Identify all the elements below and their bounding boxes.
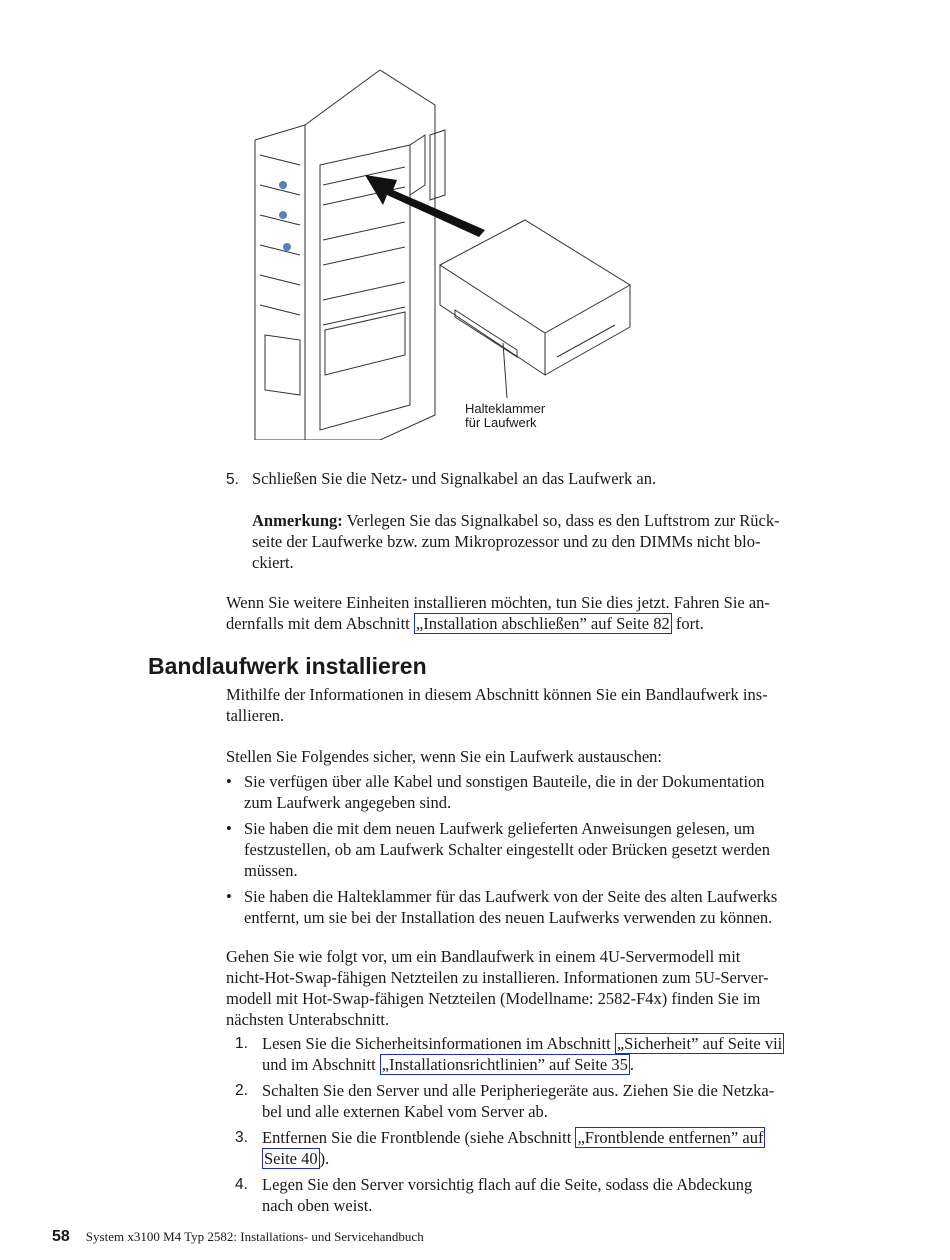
step-text: Schließen Sie die Netz- und Signalkabel an das Laufwerk an. (252, 469, 657, 488)
paragraph-line: nächsten Unterabschnitt. (226, 1010, 390, 1029)
link-installation-abschliessen[interactable]: „Installation abschließen” auf Seite 82 (415, 614, 670, 633)
step-number: 3. (235, 1129, 248, 1146)
ensure-paragraph: Stellen Sie Folgendes sicher, wenn Sie ein Laufwerk austauschen: (226, 747, 663, 766)
link-frontblende-entfernen[interactable]: „Frontblende entfernen” auf (577, 1128, 764, 1147)
step-5 (226, 468, 876, 490)
list-item-line: Sie haben die mit dem neuen Laufwerk gelieferten Anweisungen gelesen, um (244, 819, 755, 838)
procedure-steps (226, 1033, 876, 1221)
latch-icon (279, 181, 287, 189)
note (252, 510, 872, 573)
server-chassis-illustration (245, 65, 645, 440)
note-label: Anmerkung: (252, 511, 343, 530)
bracket-callout (465, 402, 545, 430)
step-2 (226, 1080, 876, 1122)
step-number: 4. (235, 1176, 248, 1193)
paragraph-text: fort. (671, 614, 704, 633)
list-item-line: festzustellen, ob am Laufwerk Schalter eingestellt oder Brücken gesetzt werden (244, 840, 770, 859)
step-text: Entfernen Sie die Frontblende (siehe Abschnitt (262, 1128, 576, 1147)
paragraph-line: Gehen Sie wie folgt vor, um ein Bandlaufwerk in einem 4U-Servermodell mit (226, 947, 741, 966)
list-item (226, 886, 876, 928)
list-item (226, 771, 876, 813)
footer-title: System x3100 M4 Typ 2582: Installations- und Servicehandbuch (85, 1229, 424, 1244)
step-text: bel und alle externen Kabel vom Server ab. (262, 1102, 548, 1121)
step-3 (226, 1127, 876, 1169)
callout-line: für Laufwerk (465, 415, 537, 430)
latch-icon (279, 211, 287, 219)
paragraph-line: nicht-Hot-Swap-fähigen Netzteilen zu installieren. Informationen zum 5U-Server- (226, 968, 769, 987)
latch-icon (283, 243, 291, 251)
step-text: ). (319, 1149, 330, 1168)
bullet-icon: • (226, 819, 232, 838)
step-text: . (629, 1055, 634, 1074)
list-item (226, 818, 876, 881)
page-footer (52, 1228, 424, 1246)
link-seite-40[interactable]: Seite 40 (264, 1149, 318, 1168)
drive-installation-figure (245, 65, 645, 440)
section-heading: Bandlaufwerk installieren (148, 653, 427, 679)
paragraph-line: modell mit Hot-Swap-fähigen Netzteilen (Modellname: 2582-F4x) finden Sie im (226, 989, 761, 1008)
link-installationsrichtlinien[interactable]: „Installationsrichtlinien” auf Seite 35 (381, 1055, 628, 1074)
intro-paragraph (226, 684, 871, 726)
step-text: Schalten Sie den Server und alle Peripheriegeräte aus. Ziehen Sie die Netzka- (262, 1081, 775, 1100)
step-text: Lesen Sie die Sicherheitsinformationen im Abschnitt (262, 1034, 615, 1053)
note-text: Verlegen Sie das Signalkabel so, dass es den Luftstrom zur Rück- (342, 511, 780, 530)
step-1 (226, 1033, 876, 1075)
procedure-paragraph (226, 946, 871, 1030)
paragraph-text: dernfalls mit dem Abschnitt (226, 614, 414, 633)
step-number: 2. (235, 1082, 248, 1099)
bullet-icon: • (226, 772, 232, 791)
step-text: und im Abschnitt (262, 1055, 380, 1074)
bullet-icon: • (226, 887, 232, 906)
list-item-line: Sie verfügen über alle Kabel und sonstigen Bauteile, die in der Dokumentation (244, 772, 765, 791)
step-number: 5. (226, 471, 239, 488)
step-text: nach oben weist. (262, 1196, 373, 1215)
page-number: 58 (52, 1228, 70, 1245)
step-text: Legen Sie den Server vorsichtig flach auf die Seite, sodass die Abdeckung (262, 1175, 753, 1194)
continue-paragraph (226, 592, 871, 634)
paragraph-line: Wenn Sie weitere Einheiten installieren möchten, tun Sie dies jetzt. Fahren Sie an- (226, 593, 770, 612)
requirements-list (226, 771, 876, 933)
list-item-line: entfernt, um sie bei der Installation des neuen Laufwerks verwenden zu können. (244, 908, 773, 927)
list-item-line: Sie haben die Halteklammer für das Laufwerk von der Seite des alten Laufwerks (244, 887, 778, 906)
note-text: ckiert. (252, 553, 294, 572)
link-sicherheit[interactable]: „Sicherheit” auf Seite vii (616, 1034, 783, 1053)
step-4 (226, 1174, 876, 1216)
paragraph-line: tallieren. (226, 706, 285, 725)
list-item-line: müssen. (244, 861, 298, 880)
paragraph-line: Mithilfe der Informationen in diesem Abschnitt können Sie ein Bandlaufwerk ins- (226, 685, 768, 704)
callout-line: Halteklammer (465, 401, 546, 416)
note-text: seite der Laufwerke bzw. zum Mikroprozessor und zu den DIMMs nicht blo- (252, 532, 761, 551)
step-number: 1. (235, 1035, 248, 1052)
list-item-line: zum Laufwerk angegeben sind. (244, 793, 452, 812)
